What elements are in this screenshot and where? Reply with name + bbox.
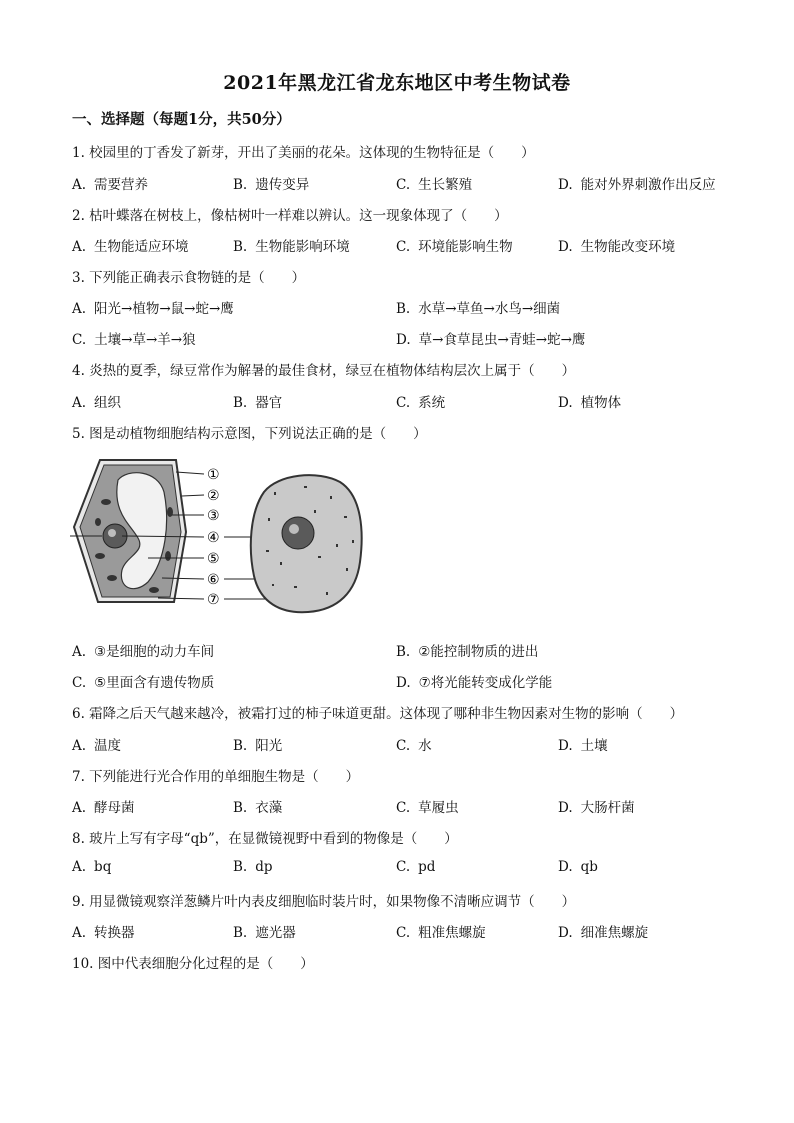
option-label: A. (72, 395, 87, 411)
q1-option-a[interactable] (72, 173, 148, 193)
q3-option-b[interactable] (396, 297, 560, 317)
option-label: A. (72, 859, 87, 875)
q9-option-d[interactable] (558, 921, 648, 941)
q1-option-c[interactable] (396, 173, 472, 193)
option-text: 水草→草鱼→水鸟→细菌 (418, 301, 561, 317)
question-10-stem: 10. 图中代表细胞分化过程的是（ ） (72, 956, 314, 972)
option-label: D. (558, 395, 573, 411)
diagram-label-7: ⑦ (207, 592, 220, 608)
option-label: D. (558, 800, 573, 816)
q4-option-b[interactable] (233, 391, 282, 411)
q6-option-d[interactable] (558, 734, 608, 754)
option-label: B. (396, 301, 411, 317)
option-text: 衣藻 (255, 800, 283, 816)
option-text: 需要营养 (94, 177, 149, 193)
page-title: 2021年黑龙江省龙东地区中考生物试卷 (223, 72, 571, 94)
q2-option-c[interactable] (396, 235, 513, 255)
q4-option-d[interactable] (558, 391, 621, 411)
q8-option-a[interactable] (72, 859, 111, 875)
question-8-stem: 8. 玻片上写有字母“qb”，在显微镜视野中看到的物像是（ ） (72, 831, 458, 847)
question-4-stem: 4. 炎热的夏季，绿豆常作为解暑的最佳食材，绿豆在植物体结构层次上属于（ ） (72, 363, 576, 379)
option-label: B. (233, 800, 248, 816)
option-label: B. (233, 239, 248, 255)
section-heading: 一、选择题（每题1分，共50分） (72, 111, 291, 128)
option-label: C. (396, 859, 411, 875)
option-label: D. (558, 177, 573, 193)
q8-option-c[interactable] (396, 859, 435, 875)
option-text: 环境能影响生物 (418, 239, 513, 255)
question-2-stem: 2. 枯叶蝶落在树枝上，像枯树叶一样难以辨认。这一现象体现了（ ） (72, 208, 508, 224)
q9-option-a[interactable] (72, 921, 135, 941)
option-label: A. (72, 177, 87, 193)
diagram-label-3: ③ (207, 508, 220, 524)
option-label: C. (396, 177, 411, 193)
option-label: C. (396, 800, 411, 816)
q7-option-d[interactable] (558, 796, 635, 816)
diagram-label-4: ④ (207, 530, 220, 546)
option-label: B. (396, 644, 411, 660)
diagram-label-5: ⑤ (207, 551, 220, 567)
q4-option-a[interactable] (72, 391, 121, 411)
option-text: 土壤→草→羊→狼 (94, 332, 196, 348)
option-text: ②能控制物质的进出 (418, 644, 539, 660)
option-text: 植物体 (580, 395, 622, 411)
q3-option-d[interactable] (396, 328, 585, 348)
option-label: A. (72, 301, 87, 317)
option-label: B. (233, 177, 248, 193)
q7-option-a[interactable] (72, 796, 135, 816)
option-text: qb (580, 859, 598, 875)
option-label: B. (233, 738, 248, 754)
option-text: 生物能改变环境 (580, 239, 676, 255)
q8-option-d[interactable] (558, 859, 598, 875)
option-text: 大肠杆菌 (580, 800, 635, 816)
question-1-stem: 1. 校园里的丁香发了新芽，开出了美丽的花朵。这体现的生物特征是（ ） (72, 145, 535, 161)
q2-option-b[interactable] (233, 235, 350, 255)
diagram-label-1: ① (207, 467, 220, 483)
option-text: 草履虫 (418, 800, 459, 816)
option-text: 酵母菌 (94, 800, 135, 816)
option-label: A. (72, 644, 87, 660)
option-text: ③是细胞的动力车间 (94, 644, 215, 660)
option-text: 温度 (94, 738, 122, 754)
option-text: dp (255, 859, 273, 875)
question-5-stem: 5. 图是动植物细胞结构示意图，下列说法正确的是（ ） (72, 426, 427, 442)
option-text: 遮光器 (255, 925, 296, 941)
q1-option-d[interactable] (558, 173, 716, 193)
option-text: 生物能影响环境 (255, 239, 350, 255)
option-text: 土壤 (580, 738, 608, 754)
option-label: D. (558, 738, 573, 754)
question-7-stem: 7. 下列能进行光合作用的单细胞生物是（ ） (72, 769, 360, 785)
question-9-stem: 9. 用显微镜观察洋葱鳞片叶内表皮细胞临时装片时，如果物像不清晰应调节（ ） (72, 894, 576, 910)
q3-option-c[interactable] (72, 328, 196, 348)
cell-structure-diagram (68, 452, 368, 622)
q4-option-c[interactable] (396, 391, 445, 411)
option-text: 器官 (255, 395, 283, 411)
option-text: 阳光 (255, 738, 283, 754)
q3-option-a[interactable] (72, 297, 234, 317)
diagram-label-6: ⑥ (207, 572, 220, 588)
option-label: C. (396, 239, 411, 255)
option-text: 粗准焦螺旋 (418, 925, 486, 941)
option-label: D. (396, 675, 411, 691)
option-label: C. (396, 738, 411, 754)
diagram-label-2: ② (207, 488, 220, 504)
animal-nucleus (282, 517, 314, 549)
q5-option-a[interactable] (72, 640, 214, 660)
q9-option-c[interactable] (396, 921, 486, 941)
option-text: 生物能适应环境 (94, 239, 189, 255)
q5-option-c[interactable] (72, 671, 214, 691)
option-label: D. (558, 239, 573, 255)
option-label: B. (233, 925, 248, 941)
q6-option-b[interactable] (233, 734, 282, 754)
question-6-stem: 6. 霜降之后天气越来越冷，被霜打过的柿子味道更甜。这体现了哪种非生物因素对生物的影响（ ） (72, 706, 684, 722)
option-text: ⑦将光能转变成化学能 (418, 675, 553, 691)
q6-option-c[interactable] (396, 734, 432, 754)
option-label: A. (72, 738, 87, 754)
option-text: 生长繁殖 (418, 177, 473, 193)
option-text: ⑤里面含有遗传物质 (94, 675, 215, 691)
option-text: 能对外界刺激作出反应 (580, 177, 716, 193)
option-label: A. (72, 925, 87, 941)
option-text: 组织 (94, 395, 122, 411)
option-label: B. (233, 859, 248, 875)
q7-option-b[interactable] (233, 796, 282, 816)
option-text: 转换器 (94, 925, 135, 941)
option-label: C. (396, 925, 411, 941)
q2-option-a[interactable] (72, 235, 189, 255)
option-label: C. (72, 675, 87, 691)
option-label: D. (558, 925, 573, 941)
q5-option-d[interactable] (396, 671, 552, 691)
q9-option-b[interactable] (233, 921, 296, 941)
option-text: 细准焦螺旋 (580, 925, 649, 941)
q2-option-d[interactable] (558, 235, 675, 255)
option-label: A. (72, 800, 87, 816)
option-label: C. (72, 332, 87, 348)
q1-option-b[interactable] (233, 173, 309, 193)
option-text: 阳光→植物→鼠→蛇→鹰 (94, 301, 234, 317)
option-label: D. (396, 332, 411, 348)
question-3-stem: 3. 下列能正确表示食物链的是（ ） (72, 270, 306, 286)
option-text: 系统 (418, 395, 446, 411)
option-label: C. (396, 395, 411, 411)
option-text: 遗传变异 (255, 177, 310, 193)
option-text: pd (418, 859, 436, 875)
option-text: bq (94, 859, 112, 875)
option-label: A. (72, 239, 87, 255)
q6-option-a[interactable] (72, 734, 121, 754)
option-text: 水 (418, 738, 432, 754)
option-label: B. (233, 395, 248, 411)
q8-option-b[interactable] (233, 859, 273, 875)
option-text: 草→食草昆虫→青蛙→蛇→鹰 (418, 332, 586, 348)
q7-option-c[interactable] (396, 796, 459, 816)
option-label: D. (558, 859, 573, 875)
q5-option-b[interactable] (396, 640, 538, 660)
